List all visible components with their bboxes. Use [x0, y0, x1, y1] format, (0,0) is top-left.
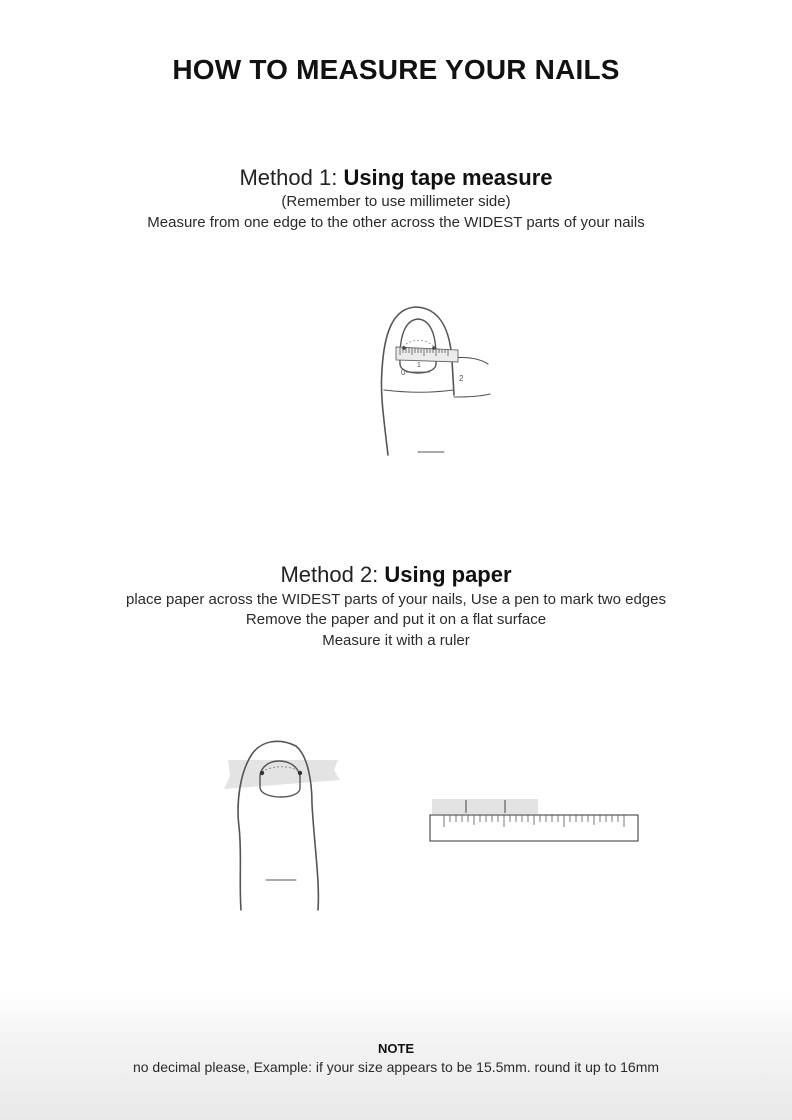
finger-outline	[381, 307, 454, 455]
note-text: no decimal please, Example: if your size appears to be 15.5mm. round it up to 16mm	[132, 1059, 660, 1075]
marked-paper-strip	[432, 799, 538, 814]
method1-instruction: Measure from one edge to the other across the WIDEST parts of your nails	[147, 214, 645, 231]
note-title: NOTE	[377, 1041, 415, 1056]
method1-name: Using tape measure	[343, 165, 553, 190]
method2-step-3: Measure it with a ruler	[322, 632, 470, 649]
method1-heading	[0, 165, 792, 191]
method2-step-1: place paper across the WIDEST parts of your nails, Use a pen to mark two edges	[126, 591, 666, 608]
method1-note: (Remember to use millimeter side)	[281, 193, 511, 210]
method1-prefix: Method 1:	[239, 165, 344, 190]
tape-label-0: 0	[401, 368, 406, 377]
method2-prefix: Method 2:	[280, 562, 385, 587]
method2-heading	[0, 562, 792, 588]
tape-label-2: 2	[459, 374, 464, 383]
measuring-tape	[396, 340, 464, 383]
ruler-illustration	[428, 795, 642, 847]
finger-paper-illustration	[222, 732, 352, 917]
method2-name: Using paper	[384, 562, 512, 587]
paper-strip	[224, 760, 340, 789]
finger-tape-measure-illustration	[370, 300, 510, 465]
tape-label-1: 1	[417, 362, 421, 369]
method2-step-2: Remove the paper and put it on a flat surface	[245, 611, 547, 628]
page-title: HOW TO MEASURE YOUR NAILS	[172, 54, 620, 85]
